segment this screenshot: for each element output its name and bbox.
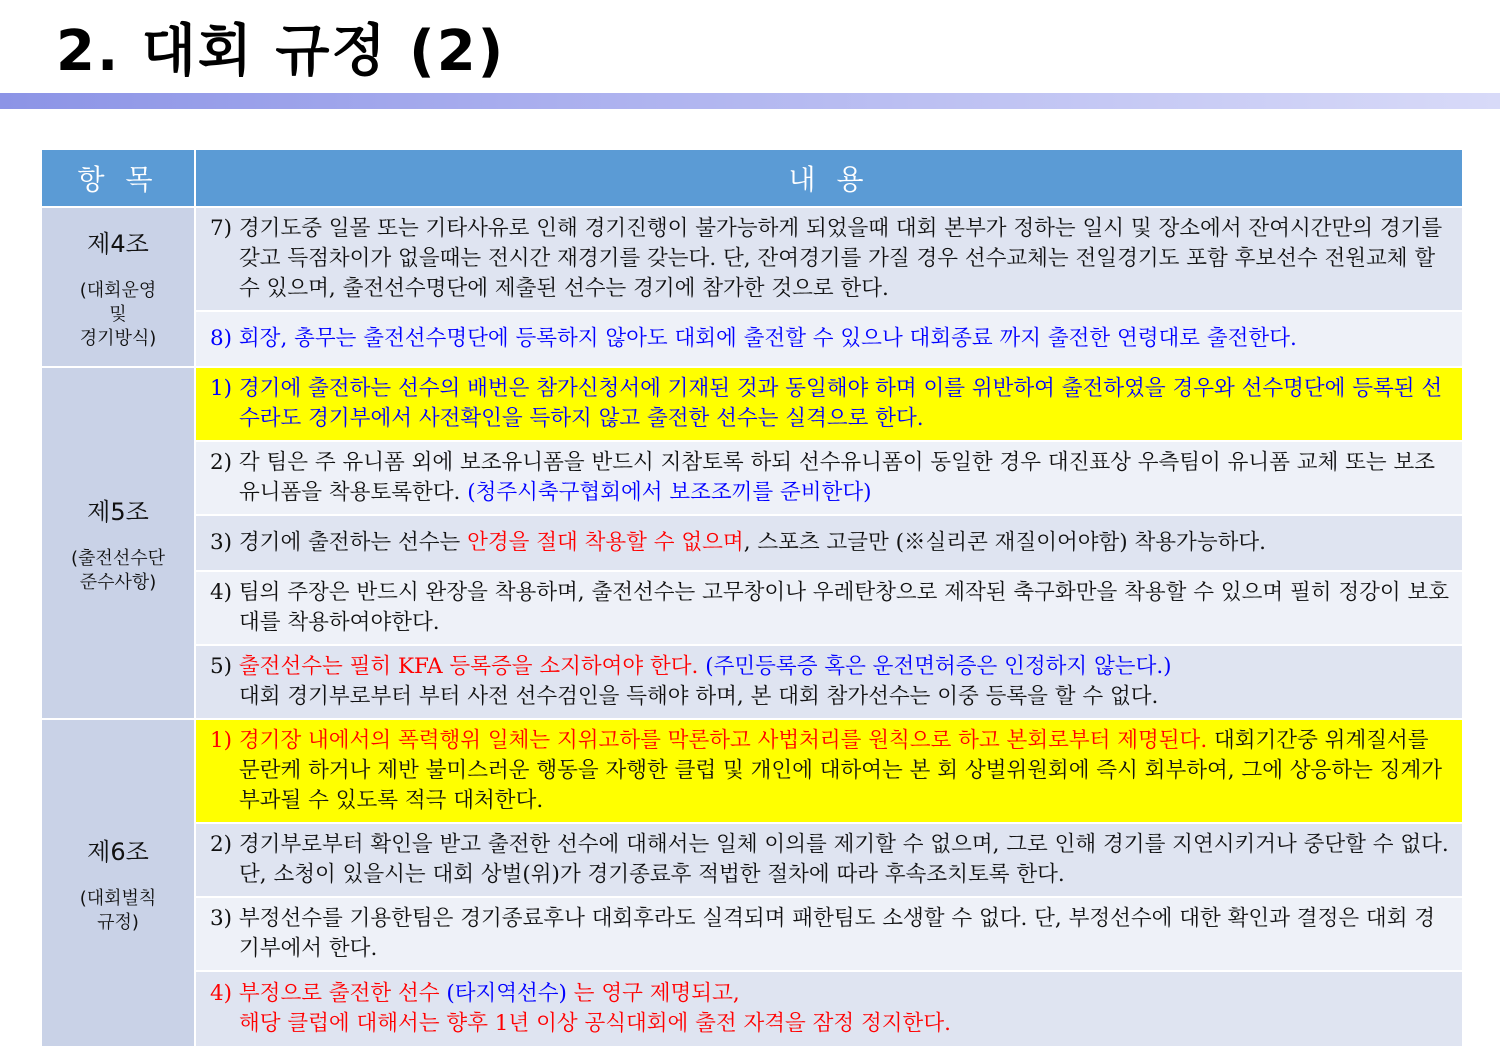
table-row [41, 571, 1463, 645]
article-subtitle-text: (대회운영 및 경기방식) [79, 279, 157, 349]
rule-text-red: 안경을 절대 착용할 수 없으며 [467, 530, 744, 555]
rule-text: 3) 경기에 출전하는 선수는 [210, 530, 468, 555]
rule-item-6-2 [195, 823, 1463, 897]
rule-text-blue: (청주시축구협회에서 보조조끼를 준비한다) [467, 480, 872, 505]
rule-item-4-8 [195, 311, 1463, 367]
table-header-row [41, 149, 1463, 207]
article-subtitle [43, 279, 193, 351]
rule-item-5-2 [195, 441, 1463, 515]
rule-text-blue: (타지역선수) [446, 981, 567, 1006]
table-row [41, 645, 1463, 719]
rule-text: , 스포츠 고글만 (※실리콘 재질이어야함) 착용가능하다. [743, 530, 1266, 555]
rule-text: 대회기간중 위계질서를 문란케 하거나 제반 불미스러운 행동을 자행한 클럽 및 개인에 대하여는 본 회 상벌위원회에 즉시 회부하여, 그에 상응하는 징계가 부과될 수 있도록 적극 대처한다. [239, 728, 1443, 813]
rule-text: 2) 경기부로부터 확인을 받고 출전한 선수에 대해서는 일체 이의를 제기할 수 없으며, 그로 인해 경기를 지연시키거나 중단할 수 없다. 단, 소청이 있을시는 대회 상벌(위)가 경기종료후 적법한 절차에 따라 후속조치토록 한다. [210, 832, 1449, 887]
rule-text: 2) 각 팀은 주 유니폼 외에 보조유니폼을 반드시 지참토록 하되 선수유니폼이 동일한 경우 대진표상 우측팀이 유니폼 교체 또는 보조유니폼을 착용토록한다. [210, 450, 1436, 505]
table-row [41, 719, 1463, 823]
article-cell-5 [41, 367, 195, 719]
article-subtitle: (대회벌칙 규정) [79, 887, 157, 933]
rule-item-6-4 [195, 971, 1463, 1047]
table-row [41, 207, 1463, 311]
rule-text-blue: 1) 경기에 출전하는 선수의 배번은 참가신청서에 기재된 것과 동일해야 하며 이를 위반하여 출전하였을 경우와 선수명단에 등록된 선수라도 경기부에서 사전확인을 득하지 않고 출전한 선수는 실격으로 한다. [210, 376, 1443, 431]
rule-text-blue: 8) 회장, 총무는 출전선수명단에 등록하지 않아도 대회에 출전할 수 있으나 대회종료 까지 출전한 연령대로 출전한다. [210, 326, 1297, 351]
table-row [41, 897, 1463, 971]
table-row [41, 367, 1463, 441]
header-category: 항 목 [41, 149, 195, 207]
rule-item-4-7 [195, 207, 1463, 311]
rule-text: 7) 경기도중 일몰 또는 기타사유로 인해 경기진행이 불가능하게 되었을때 대회 본부가 정하는 일시 및 장소에서 잔여시간만의 경기를 갖고 득점차이가 없을때는 전시간 재경기를 갖는다. 단, 잔여경기를 가질 경우 선수교체는 전일경기도 포함 후보선수 전원교체 할 수 있으며, 출전선수명단에 제출된 선수는 경기에 참가한 것으로 한다. [210, 216, 1443, 301]
article-cell-6 [41, 719, 195, 1047]
article-title: 제5조 [87, 497, 149, 526]
rule-item-5-1 [195, 367, 1463, 441]
table-row [41, 311, 1463, 367]
table-row [41, 441, 1463, 515]
title-underline-bar [0, 93, 1500, 109]
rule-text: 5) [210, 654, 239, 679]
table-row [41, 971, 1463, 1047]
article-title: 제4조 [87, 229, 149, 258]
rule-text-blue: (주민등록증 혹은 운전면허증은 인정하지 않는다.) [698, 654, 1172, 679]
rule-text-red: 4) 부정으로 출전한 선수 [210, 981, 447, 1006]
rule-text: 4) 팀의 주장은 반드시 완장을 착용하며, 출전선수는 고무창이나 우레탄창으로 제작된 축구화만을 착용할 수 있으며 필히 정강이 보호대를 착용하여야한다. [210, 580, 1450, 635]
header-content: 내 용 [195, 149, 1463, 207]
rule-text-red: 해당 클럽에 대해서는 향후 1년 이상 공식대회에 출전 자격을 잠정 정지한다. [239, 1011, 951, 1036]
page-title: 2. 대회 규정 (2) [56, 19, 506, 84]
rule-text-red: 1) 경기장 내에서의 폭력행위 일체는 지위고하를 막론하고 사법처리를 원칙으로 하고 본회로부터 제명된다. [210, 728, 1208, 753]
rule-item-6-3 [195, 897, 1463, 971]
article-cell-4 [41, 207, 195, 367]
article-title: 제6조 [87, 837, 149, 866]
article-subtitle: (출전선수단 준수사항) [71, 547, 165, 593]
table-row [41, 515, 1463, 571]
rule-item-5-5 [195, 645, 1463, 719]
rule-item-6-1 [195, 719, 1463, 823]
rule-text: 3) 부정선수를 기용한팀은 경기종료후나 대회후라도 실격되며 패한팀도 소생할 수 없다. 단, 부정선수에 대한 확인과 결정은 대회 경기부에서 한다. [210, 906, 1436, 961]
rule-text: 대회 경기부로부터 부터 사전 선수검인을 득해야 하며, 본 대회 참가선수는 이중 등록을 할 수 없다. [239, 684, 1159, 709]
rule-item-5-3 [195, 515, 1463, 571]
rule-text-red: 출전선수는 필히 KFA 등록증을 소지하여야 한다. [238, 654, 699, 679]
rules-table [40, 148, 1464, 1048]
table-row [41, 823, 1463, 897]
rule-item-5-4 [195, 571, 1463, 645]
rule-text-red: 는 영구 제명되고, [566, 981, 740, 1006]
